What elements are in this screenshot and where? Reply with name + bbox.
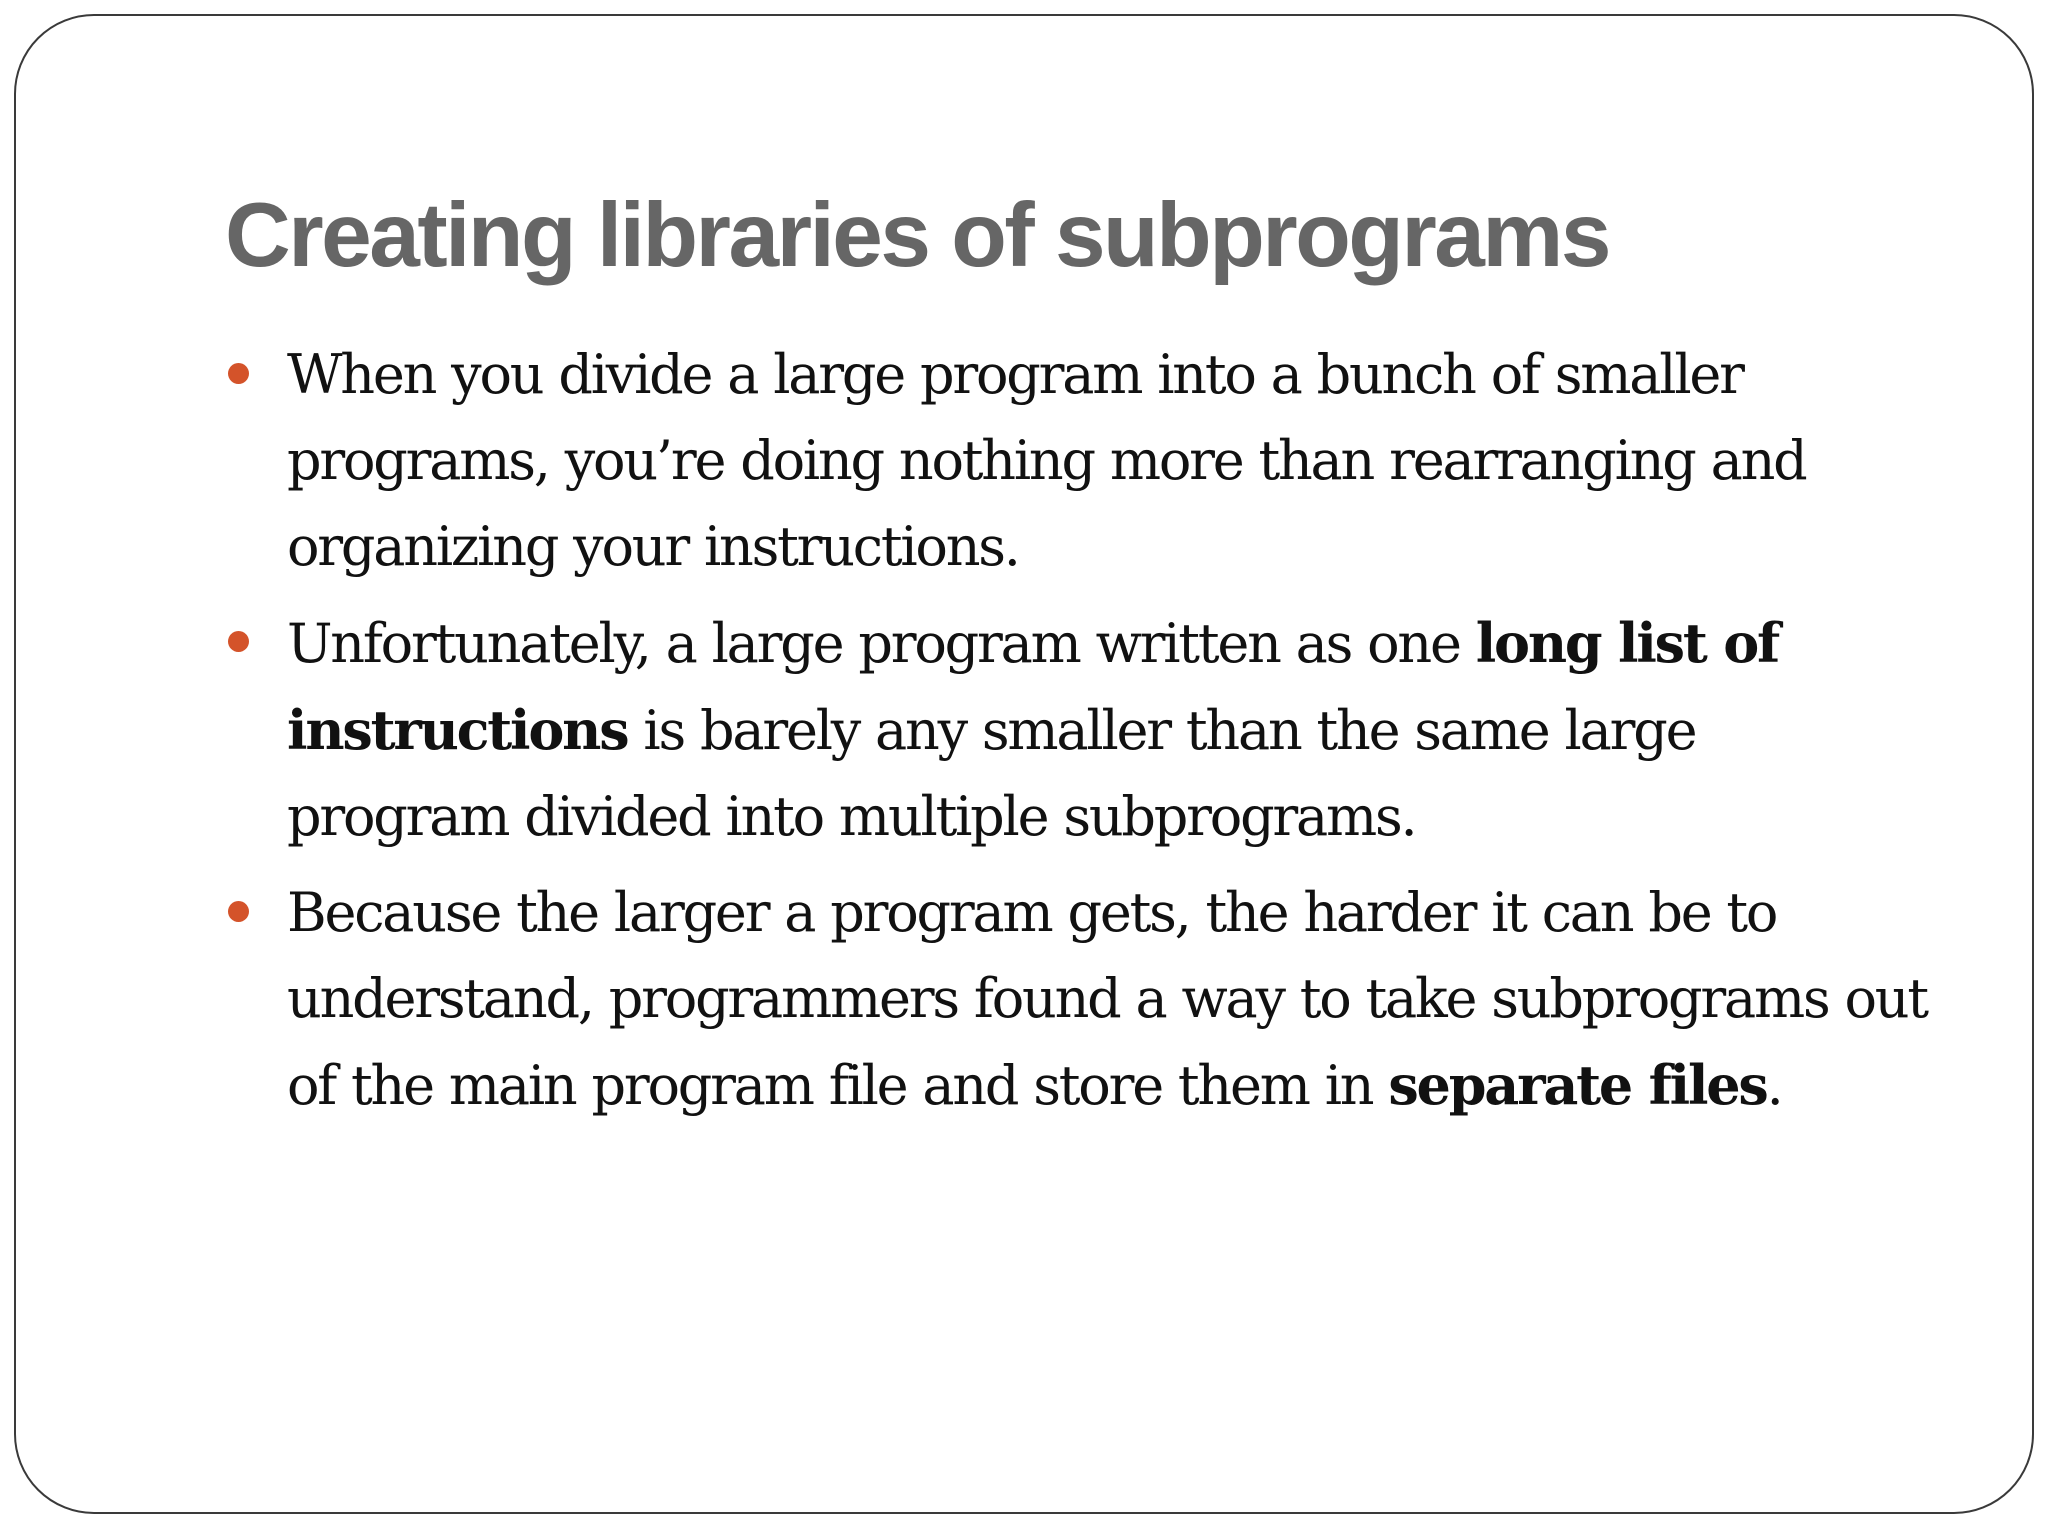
bullet-text: When you divide a large program into a bunch of smaller programs, you’re doing nothing more than rearranging and organizing your instructions.: [287, 343, 1806, 578]
bullet-item: [287, 332, 1927, 590]
bullet-dot-icon: [228, 631, 249, 652]
bullet-emphasis: long list of instructions: [287, 611, 1779, 762]
bullet-dot-icon: [228, 363, 249, 384]
bullet-text: is barely any smaller than the same large program divided into multiple subprograms.: [287, 699, 1696, 848]
bullet-text: Unfortunately, a large program written as one: [287, 612, 1476, 675]
bullet-item: [287, 870, 1927, 1129]
bullet-item: [287, 600, 1927, 860]
bullet-emphasis: separate files: [1388, 1053, 1767, 1117]
bullet-dot-icon: [228, 901, 249, 922]
slide-title: Creating libraries of subprograms: [225, 185, 1609, 286]
bullet-text: Because the larger a program gets, the harder it can be to understand, programmers found a way to take subprograms out of the main program file and store them in: [287, 881, 1927, 1117]
bullet-text: .: [1766, 1054, 1782, 1117]
bullet-list: [287, 332, 1927, 1139]
